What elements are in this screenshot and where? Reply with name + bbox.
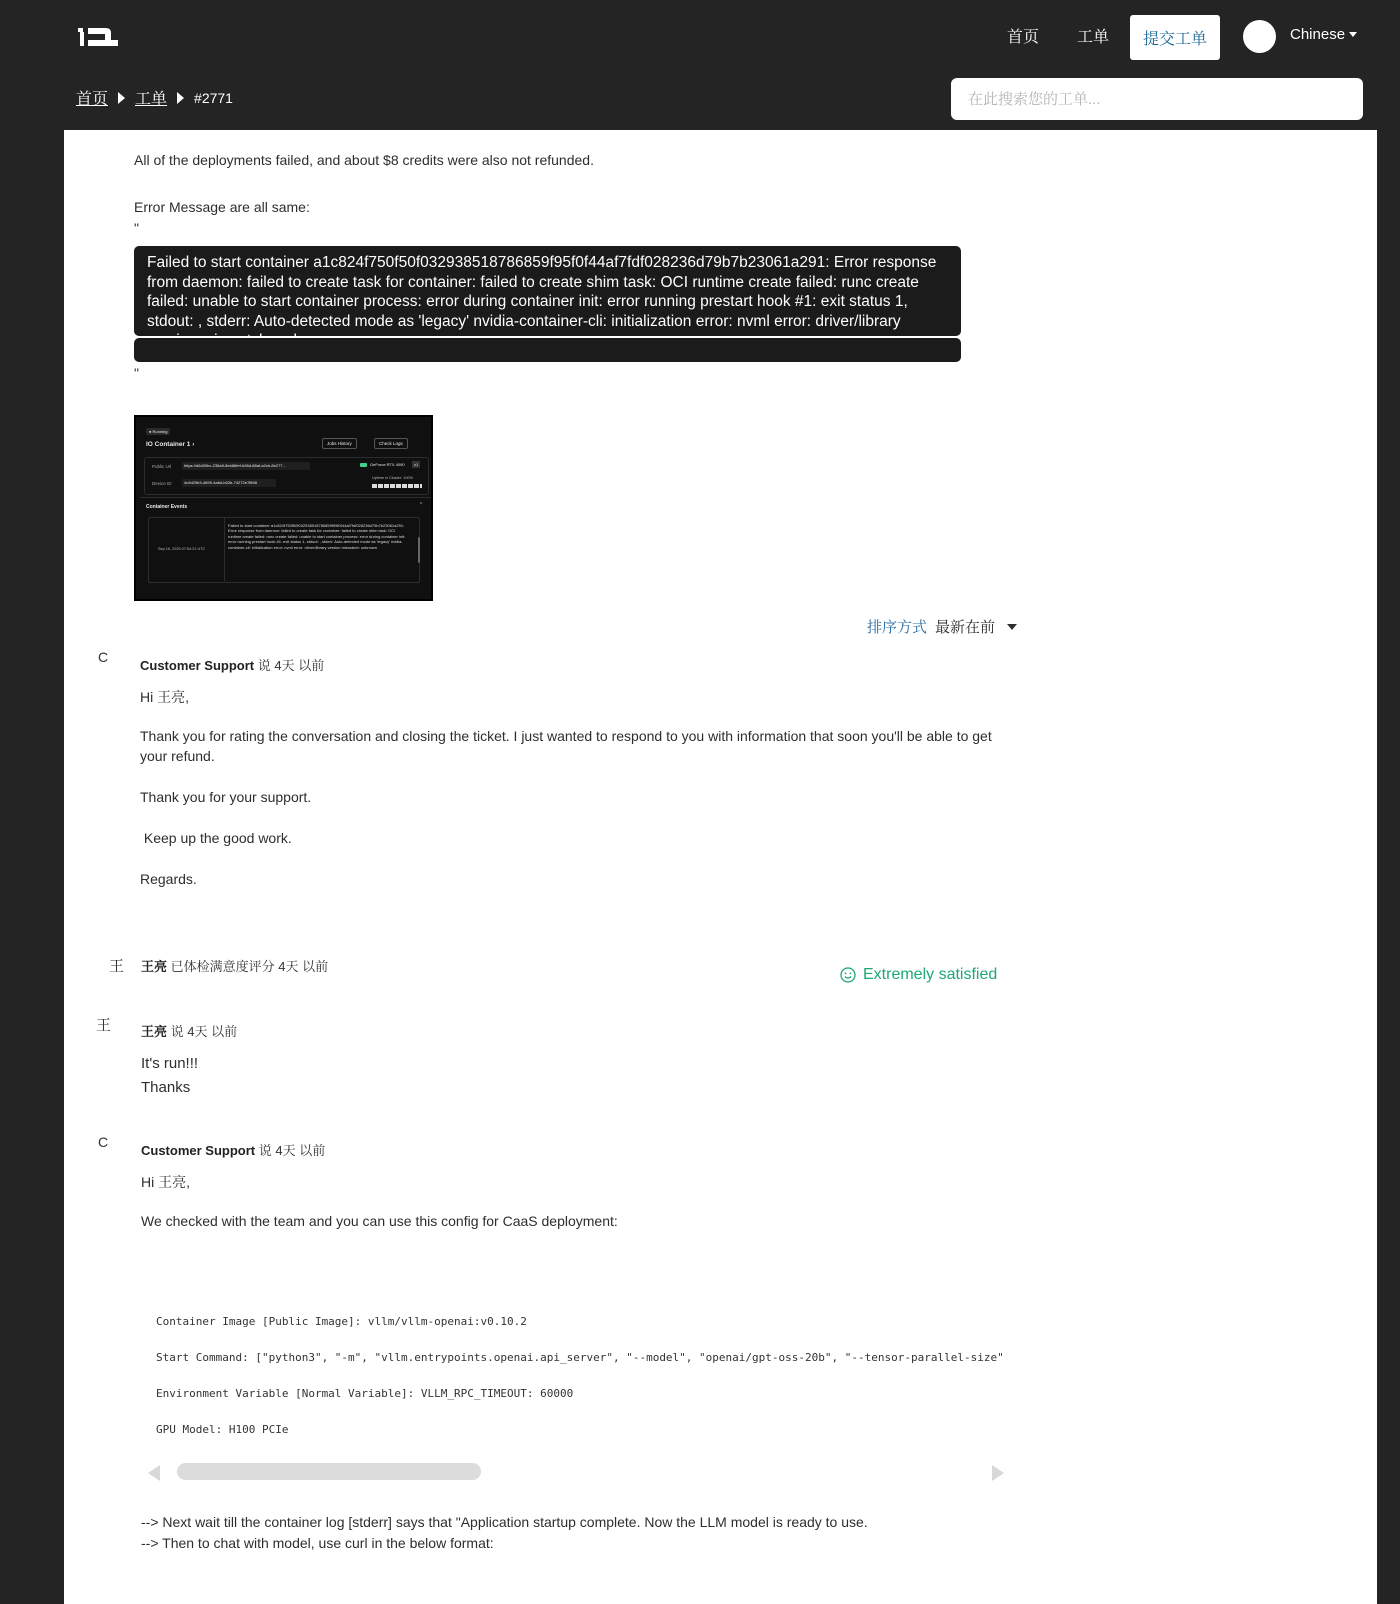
commenter-avatar: 王 [96, 1017, 112, 1034]
author-name: Customer Support [141, 1143, 256, 1158]
code-line: GPU Model: H100 PCIe [156, 1423, 289, 1436]
breadcrumb-tickets[interactable]: 工单 [135, 91, 168, 108]
gpu-icon [360, 463, 367, 467]
nav-tickets-link[interactable]: 工单 [1077, 29, 1110, 46]
comment-text: Hi 王亮, [141, 1174, 190, 1190]
breadcrumb-home[interactable]: 首页 [76, 91, 109, 108]
comment-text: Hi 王亮, [140, 689, 189, 705]
commenter-avatar: C [98, 1134, 109, 1150]
comment-author [140, 655, 324, 674]
comment-text: your refund. [140, 748, 215, 764]
sort-dropdown[interactable]: 最新在前 [935, 619, 996, 636]
comment-text: We checked with the team and you can use this config for CaaS deployment: [141, 1213, 618, 1229]
error-message-block: Failed to start container a1c824f750f50f032938518786859f95f0f44af7fdf028236d79b7b23061a291: Error response from daemon: failed to create task for container: failed to create shim task: OCI runtime create failed: runc create failed: unable to start container process: error during container init: error running prestart hook #1: exit status 1, stdout: , stderr: Auto-detected mode as 'legacy' nvidia-container-cli: initialization error: nvml error: driver/library [134, 246, 961, 336]
quote-mark: " [134, 365, 139, 381]
event-scrollbar [418, 537, 420, 563]
check-logs-button: Check Logs [374, 438, 408, 449]
chevron-up-icon: ⌃ [419, 502, 424, 508]
event-date: Sep 16, 2025 07:54:21 UTC [158, 547, 206, 551]
comment-text: Keep up the good work. [140, 830, 292, 846]
comment-meta: 说 4天 以前 [257, 658, 325, 673]
divider [140, 497, 431, 498]
comment-meta: 说 4天 以前 [170, 1024, 238, 1039]
user-avatar[interactable] [1243, 20, 1276, 53]
jobs-history-button: Jobs History [322, 438, 357, 449]
comment-text: --> Then to chat with model, use curl in the below format: [141, 1535, 494, 1551]
error-block-scroll [134, 338, 961, 362]
breadcrumb-separator-icon [177, 92, 184, 104]
satisfaction-rating [840, 966, 997, 984]
comment-meta: 已体检满意度评分 4天 以前 [170, 959, 329, 974]
code-line: Container Image [Public Image]: vllm/vllm-openai:v0.10.2 [156, 1315, 527, 1328]
event-text: Failed to start container a1c824f750f50f032938518786859f95f0f44af7fdf028236d79b7b23061a291: Error response from daemon: failed to create task for container: failed to create shim task: OCI runtime create failed: runc create failed: unable to start container process: error during container init: error running prestart hook #1: exit status 1, stdout: , stderr: Auto-detected mode as 'legacy' nvidia-container-cli: initialization error: nvml error: driver/library version mismatch: unknown [228, 523, 406, 550]
author-name: Customer Support [140, 658, 255, 673]
public-url-label: Public Url [152, 464, 172, 469]
author-name: 王亮 [141, 959, 168, 974]
comment-text: Thank you for your support. [140, 789, 312, 805]
comment-text: Thanks [141, 1079, 191, 1096]
breadcrumb-separator-icon [118, 92, 125, 104]
gpu-count: x1 [414, 462, 419, 467]
quote-mark: " [134, 220, 139, 236]
ticket-content [64, 130, 1377, 1604]
comment-text: It's run!!! [141, 1055, 199, 1072]
commenter-avatar: 王 [109, 958, 125, 975]
comment-author [141, 1140, 325, 1159]
chevron-down-icon[interactable] [1007, 624, 1017, 630]
comment-author [141, 956, 328, 975]
attached-screenshot[interactable] [134, 415, 433, 601]
code-line: Start Command: ["python3", "-m", "vllm.entrypoints.openai.api_server", "--model", "openai/gpt-oss-20b", "--tensor-parallel-size" [156, 1351, 1004, 1364]
code-line: Environment Variable [Normal Variable]: VLLM_RPC_TIMEOUT: 60000 [156, 1387, 574, 1400]
gpu-name: GeForce RTX 4090 [370, 462, 405, 467]
scroll-right-icon[interactable] [992, 1465, 1004, 1481]
submit-ticket-button[interactable]: 提交工单 [1130, 15, 1220, 60]
comment-text: --> Next wait till the container log [stderr] says that "Application startup complete. Now the LLM model is ready to use. [141, 1514, 868, 1530]
container-events-title: Container Events [146, 504, 188, 510]
breadcrumb-current: #2771 [194, 89, 233, 106]
public-url-value: https://d6d39hc-235a9-8eb86fef-b98d-88af-a2cb-8e277... [182, 462, 310, 470]
author-name: 王亮 [141, 1024, 168, 1039]
brand-logo[interactable] [78, 26, 120, 48]
comment-meta: 说 4天 以前 [258, 1143, 326, 1158]
breadcrumb [76, 86, 233, 109]
ticket-text: All of the deployments failed, and about $8 credits were also not refunded. [134, 152, 594, 168]
screenshot-title: IO Container 1 › [146, 441, 195, 448]
comment-author [141, 1021, 237, 1040]
device-id-value: 4c9d29b3-4699-4a6d-b02b-74272e7f898 [182, 479, 276, 487]
sort-control [867, 616, 1017, 637]
sort-label: 排序方式 [867, 619, 928, 636]
rating-label: Extremely satisfied [863, 966, 998, 983]
language-selector[interactable] [1290, 26, 1357, 43]
smile-icon [840, 967, 856, 983]
uptime-label: Uptime in Cluster: 100% [372, 476, 413, 480]
device-id-label: Device ID [152, 481, 172, 486]
comment-text: Thank you for rating the conversation and closing the ticket. I just wanted to respond to you with information that soon you'll be able to get [140, 728, 992, 744]
comment-text: Regards. [140, 871, 197, 887]
nav-home-link[interactable]: 首页 [1007, 29, 1040, 46]
ticket-text: Error Message are all same: [134, 199, 310, 215]
uptime-bar [372, 484, 422, 488]
chevron-down-icon [1349, 32, 1357, 37]
top-header [0, 0, 1400, 130]
running-badge: ● Running [146, 428, 170, 435]
divider [224, 517, 225, 581]
scroll-left-icon[interactable] [148, 1465, 160, 1481]
ticket-search-input[interactable] [951, 78, 1363, 120]
code-scrollbar[interactable] [177, 1463, 481, 1480]
language-label: Chinese [1290, 26, 1346, 43]
commenter-avatar: C [98, 649, 109, 665]
